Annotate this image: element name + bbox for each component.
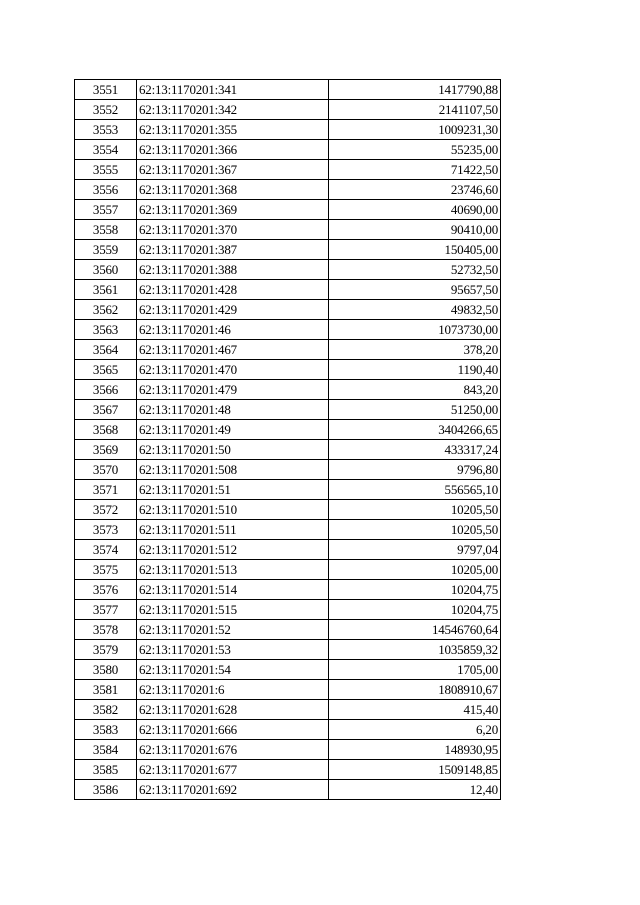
cadastral-value-cell: 3404266,65 (329, 420, 501, 440)
table-row (75, 80, 501, 100)
cadastral-number-cell: 62:13:1170201:342 (137, 100, 329, 120)
table-row (75, 700, 501, 720)
cadastral-value-cell: 415,40 (329, 700, 501, 720)
table-row (75, 300, 501, 320)
row-number-cell: 3565 (75, 360, 137, 380)
row-number-cell: 3566 (75, 380, 137, 400)
table-row (75, 520, 501, 540)
row-number-cell: 3557 (75, 200, 137, 220)
cadastral-number-cell: 62:13:1170201:628 (137, 700, 329, 720)
cadastral-value-cell: 12,40 (329, 780, 501, 800)
cadastral-number-cell: 62:13:1170201:467 (137, 340, 329, 360)
cadastral-number-cell: 62:13:1170201:429 (137, 300, 329, 320)
row-number-cell: 3573 (75, 520, 137, 540)
table-row (75, 100, 501, 120)
cadastral-value-cell: 10205,00 (329, 560, 501, 580)
cadastral-number-cell: 62:13:1170201:6 (137, 680, 329, 700)
cadastral-value-cell: 52732,50 (329, 260, 501, 280)
cadastral-number-cell: 62:13:1170201:387 (137, 240, 329, 260)
table-row (75, 760, 501, 780)
table-row (75, 540, 501, 560)
cadastral-number-cell: 62:13:1170201:53 (137, 640, 329, 660)
table-row (75, 460, 501, 480)
row-number-cell: 3575 (75, 560, 137, 580)
cadastral-number-cell: 62:13:1170201:369 (137, 200, 329, 220)
cadastral-value-cell: 71422,50 (329, 160, 501, 180)
table-row (75, 400, 501, 420)
cadastral-value-cell: 1509148,85 (329, 760, 501, 780)
table-row (75, 620, 501, 640)
cadastral-value-cell: 10205,50 (329, 500, 501, 520)
row-number-cell: 3585 (75, 760, 137, 780)
row-number-cell: 3551 (75, 80, 137, 100)
table-row (75, 340, 501, 360)
row-number-cell: 3571 (75, 480, 137, 500)
table-row (75, 120, 501, 140)
table-row (75, 740, 501, 760)
cadastral-number-cell: 62:13:1170201:368 (137, 180, 329, 200)
cadastral-value-cell: 49832,50 (329, 300, 501, 320)
row-number-cell: 3558 (75, 220, 137, 240)
cadastral-value-cell: 40690,00 (329, 200, 501, 220)
cadastral-number-cell: 62:13:1170201:49 (137, 420, 329, 440)
row-number-cell: 3568 (75, 420, 137, 440)
row-number-cell: 3584 (75, 740, 137, 760)
row-number-cell: 3554 (75, 140, 137, 160)
table-row (75, 500, 501, 520)
cadastral-value-cell: 9797,04 (329, 540, 501, 560)
table-row (75, 560, 501, 580)
table-row (75, 680, 501, 700)
cadastral-value-cell: 23746,60 (329, 180, 501, 200)
cadastral-number-cell: 62:13:1170201:51 (137, 480, 329, 500)
row-number-cell: 3581 (75, 680, 137, 700)
table-row (75, 240, 501, 260)
row-number-cell: 3567 (75, 400, 137, 420)
cadastral-number-cell: 62:13:1170201:46 (137, 320, 329, 340)
row-number-cell: 3576 (75, 580, 137, 600)
row-number-cell: 3564 (75, 340, 137, 360)
table-row (75, 780, 501, 800)
table-row (75, 280, 501, 300)
row-number-cell: 3579 (75, 640, 137, 660)
cadastral-number-cell: 62:13:1170201:370 (137, 220, 329, 240)
table-row (75, 140, 501, 160)
cadastral-value-cell: 95657,50 (329, 280, 501, 300)
row-number-cell: 3578 (75, 620, 137, 640)
cadastral-number-cell: 62:13:1170201:355 (137, 120, 329, 140)
row-number-cell: 3553 (75, 120, 137, 140)
table-row (75, 260, 501, 280)
cadastral-value-cell: 433317,24 (329, 440, 501, 460)
cadastral-number-cell: 62:13:1170201:666 (137, 720, 329, 740)
cadastral-value-cell: 2141107,50 (329, 100, 501, 120)
table-row (75, 440, 501, 460)
cadastral-number-cell: 62:13:1170201:508 (137, 460, 329, 480)
cadastral-number-cell: 62:13:1170201:676 (137, 740, 329, 760)
cadastral-value-cell: 150405,00 (329, 240, 501, 260)
cadastral-number-cell: 62:13:1170201:54 (137, 660, 329, 680)
cadastral-value-cell: 6,20 (329, 720, 501, 740)
cadastral-value-table (74, 79, 501, 800)
cadastral-number-cell: 62:13:1170201:511 (137, 520, 329, 540)
table-row (75, 200, 501, 220)
cadastral-value-cell: 1073730,00 (329, 320, 501, 340)
table-row (75, 160, 501, 180)
row-number-cell: 3560 (75, 260, 137, 280)
cadastral-value-cell: 9796,80 (329, 460, 501, 480)
cadastral-number-cell: 62:13:1170201:512 (137, 540, 329, 560)
cadastral-value-cell: 556565,10 (329, 480, 501, 500)
table-row (75, 640, 501, 660)
cadastral-number-cell: 62:13:1170201:510 (137, 500, 329, 520)
cadastral-number-cell: 62:13:1170201:514 (137, 580, 329, 600)
cadastral-value-cell: 10204,75 (329, 600, 501, 620)
cadastral-value-cell: 1705,00 (329, 660, 501, 680)
cadastral-value-cell: 14546760,64 (329, 620, 501, 640)
row-number-cell: 3556 (75, 180, 137, 200)
row-number-cell: 3559 (75, 240, 137, 260)
cadastral-number-cell: 62:13:1170201:367 (137, 160, 329, 180)
table-row (75, 600, 501, 620)
cadastral-number-cell: 62:13:1170201:692 (137, 780, 329, 800)
row-number-cell: 3569 (75, 440, 137, 460)
cadastral-number-cell: 62:13:1170201:341 (137, 80, 329, 100)
cadastral-value-cell: 10204,75 (329, 580, 501, 600)
row-number-cell: 3583 (75, 720, 137, 740)
table-row (75, 320, 501, 340)
row-number-cell: 3577 (75, 600, 137, 620)
table-row (75, 220, 501, 240)
row-number-cell: 3562 (75, 300, 137, 320)
cadastral-value-cell: 1190,40 (329, 360, 501, 380)
row-number-cell: 3563 (75, 320, 137, 340)
cadastral-value-cell: 55235,00 (329, 140, 501, 160)
row-number-cell: 3586 (75, 780, 137, 800)
table-row (75, 720, 501, 740)
cadastral-number-cell: 62:13:1170201:513 (137, 560, 329, 580)
cadastral-number-cell: 62:13:1170201:677 (137, 760, 329, 780)
cadastral-value-cell: 1417790,88 (329, 80, 501, 100)
row-number-cell: 3572 (75, 500, 137, 520)
cadastral-number-cell: 62:13:1170201:470 (137, 360, 329, 380)
table-row (75, 480, 501, 500)
cadastral-number-cell: 62:13:1170201:479 (137, 380, 329, 400)
cadastral-value-cell: 148930,95 (329, 740, 501, 760)
cadastral-number-cell: 62:13:1170201:50 (137, 440, 329, 460)
cadastral-number-cell: 62:13:1170201:48 (137, 400, 329, 420)
row-number-cell: 3561 (75, 280, 137, 300)
table-row (75, 420, 501, 440)
row-number-cell: 3570 (75, 460, 137, 480)
table-row (75, 180, 501, 200)
cadastral-value-cell: 1808910,67 (329, 680, 501, 700)
row-number-cell: 3552 (75, 100, 137, 120)
table-row (75, 660, 501, 680)
cadastral-value-cell: 10205,50 (329, 520, 501, 540)
table-row (75, 360, 501, 380)
cadastral-number-cell: 62:13:1170201:515 (137, 600, 329, 620)
cadastral-number-cell: 62:13:1170201:52 (137, 620, 329, 640)
cadastral-value-cell: 378,20 (329, 340, 501, 360)
cadastral-number-cell: 62:13:1170201:366 (137, 140, 329, 160)
cadastral-value-cell: 90410,00 (329, 220, 501, 240)
row-number-cell: 3582 (75, 700, 137, 720)
cadastral-number-cell: 62:13:1170201:428 (137, 280, 329, 300)
row-number-cell: 3574 (75, 540, 137, 560)
cadastral-value-cell: 1009231,30 (329, 120, 501, 140)
row-number-cell: 3580 (75, 660, 137, 680)
cadastral-value-cell: 51250,00 (329, 400, 501, 420)
cadastral-value-cell: 1035859,32 (329, 640, 501, 660)
cadastral-number-cell: 62:13:1170201:388 (137, 260, 329, 280)
cadastral-value-cell: 843,20 (329, 380, 501, 400)
row-number-cell: 3555 (75, 160, 137, 180)
table-row (75, 580, 501, 600)
table-body (75, 80, 501, 800)
table-row (75, 380, 501, 400)
